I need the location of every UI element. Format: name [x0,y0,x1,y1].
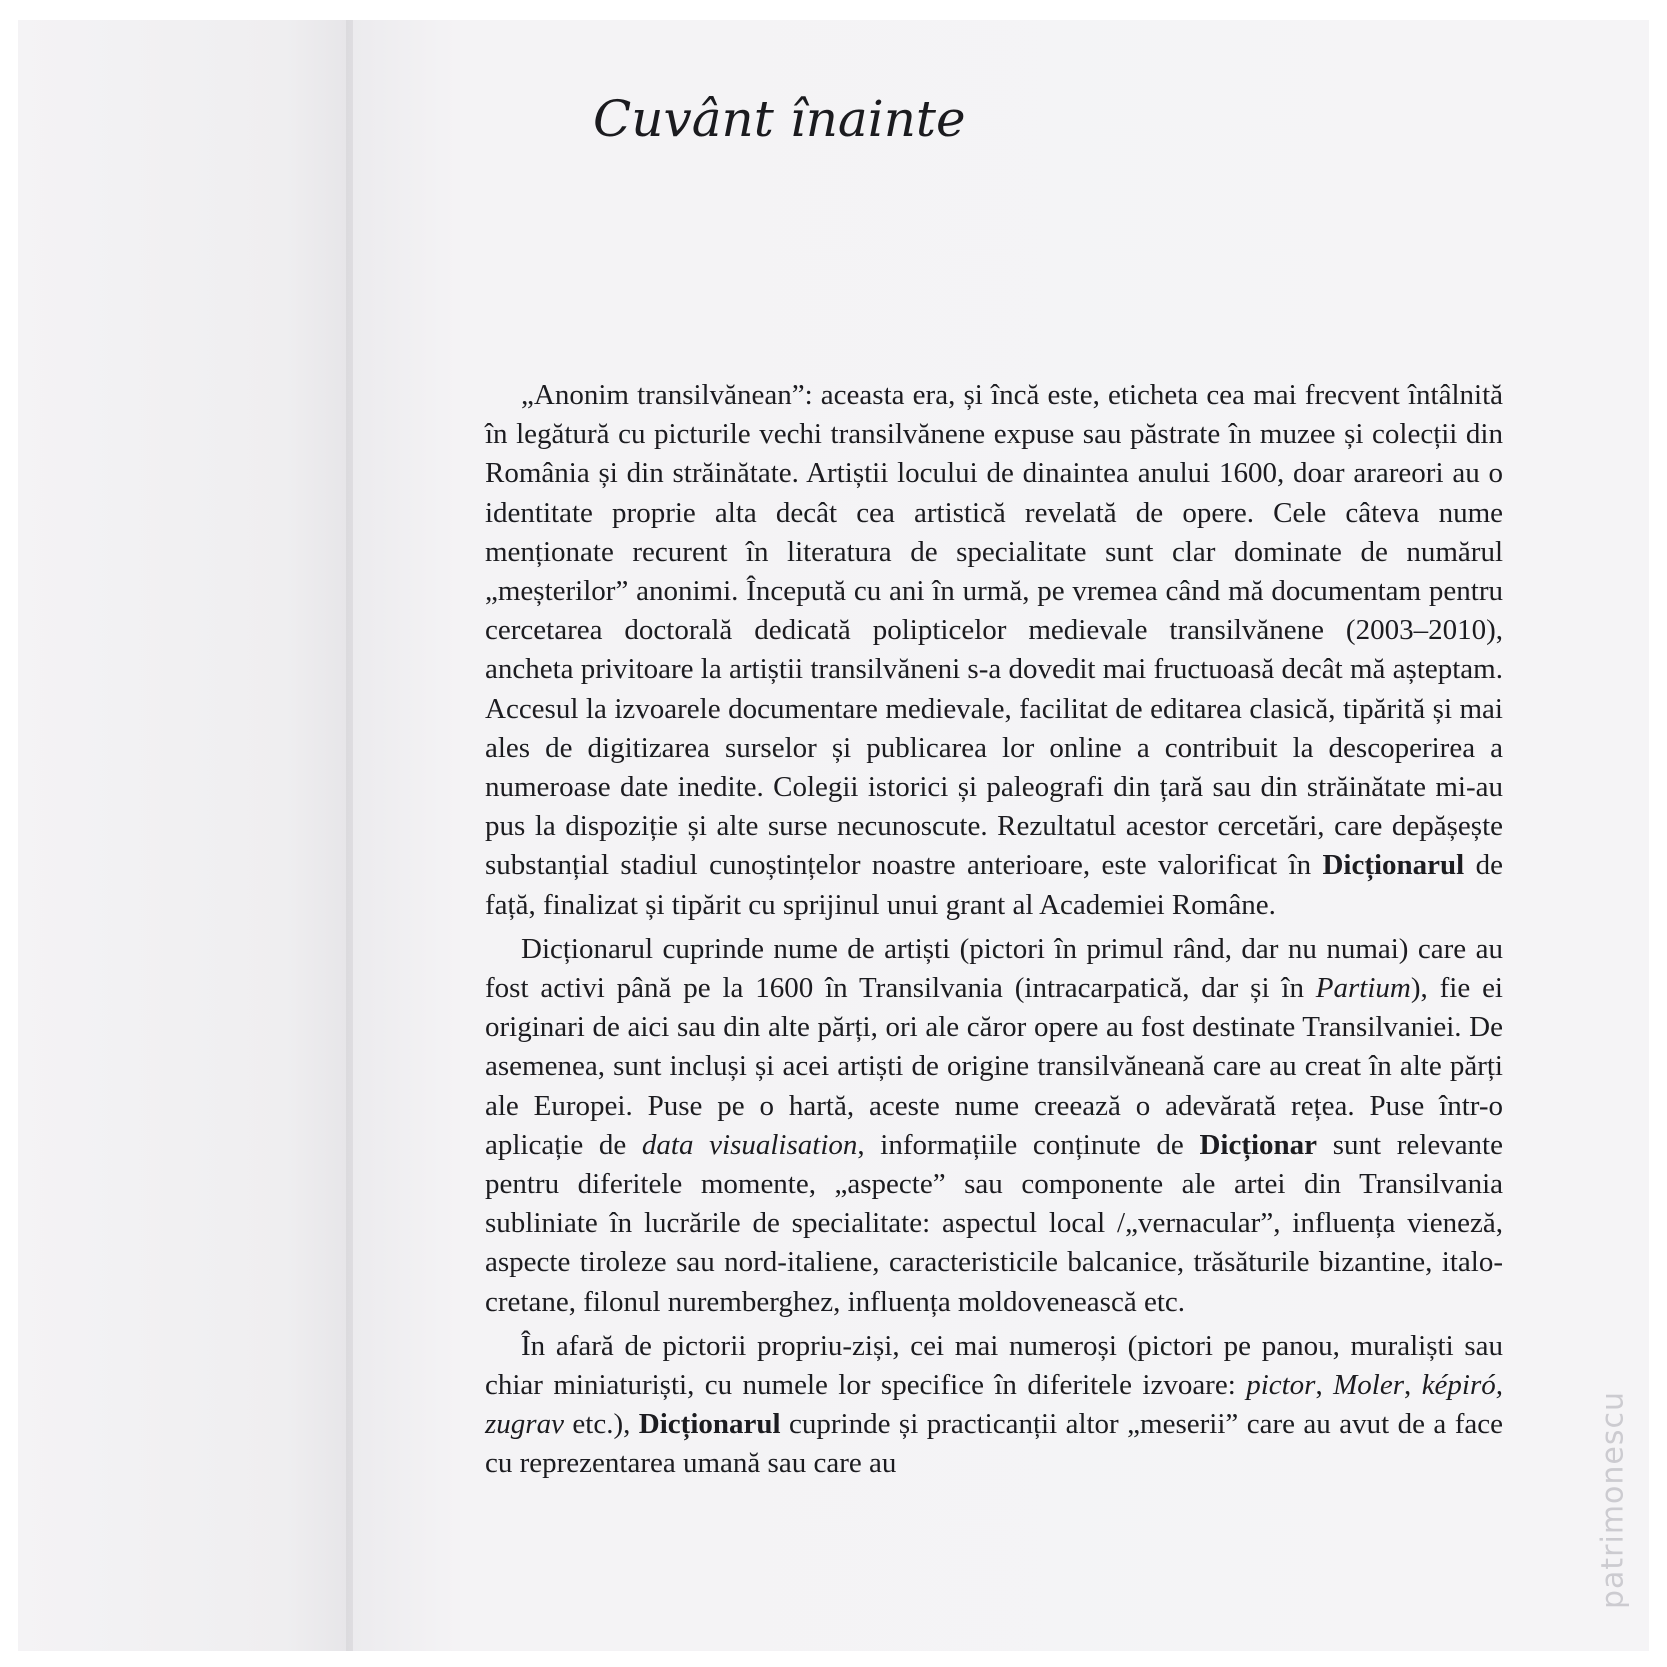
text-run: , [1404,1369,1422,1402]
bold-term: Dicționarul [1322,849,1465,882]
italic-term: data visualisation [641,1128,858,1161]
italic-term: Moler [1333,1369,1405,1402]
italic-term: képiró, [1421,1369,1504,1402]
text-run: cuprinde și practicanții altor „meserii” care au avut de a face cu reprezentarea umană sau care au [485,1408,1503,1480]
paragraph [485,376,1503,925]
text-run: etc.), [563,1408,639,1441]
text-run: „Anonim transilvănean”: aceasta era, și încă este, eticheta cea mai frecvent întâlnită în legătură cu picturile vechi transilvănene expuse sau păstrate în muzee și colecții din România și din străinătate. Artiștii locului de dinaintea anului 1600, doar arareori au o identitate proprie alta decât cea artistică revelată de opere. Cele câteva nume menționate recurent în literatura de specialitate sunt clar dominate de numărul „meșterilor” anonimi. Începută cu ani în urmă, pe vremea când mă documentam pentru cercetarea doctorală dedicată polipticelor medievale transilvănene (2003–2010), ancheta privitoare la artiștii transilvăneni s-a dovedit mai fructuoasă decât mă așteptam. Accesul la izvoarele documentare medievale, facilitat de editarea clasică, tipărită și mai ales de digitizarea surselor și publicarea lor online a contribuit la descoperirea a numeroase date inedite. Colegii istorici și paleografi din țară sau din străinătate mi-au pus la dispoziție și alte surse necunoscute. Rezultatul acestor cercetări, care depășește substanțial stadiul cunoștințelor noastre anterioare, este valorificat în [485,379,1503,882]
text-run: , [1315,1369,1334,1402]
text-run: , informațiile conținute de [857,1128,1200,1161]
italic-term: pictor [1246,1369,1316,1402]
bold-term: Dicționar [1199,1128,1318,1161]
italic-term: Partium [1315,972,1411,1005]
photo-frame [18,20,1649,1651]
text-run: de față, finalizat și tipărit cu sprijinul unui grant al Academiei Române. [485,849,1503,921]
watermark [1583,1350,1643,1650]
italic-term: zugrav [485,1408,564,1441]
paragraph [485,930,1503,1322]
paragraph [485,1327,1503,1484]
text-run: ), fie ei originari de aici sau din alte părți, ori ale căror opere au fost destinate Transilvaniei. De asemenea, sunt incluși și acei artiști de origine transilvăneană care au creat în alte părți ale Europei. Puse pe o hartă, aceste nume creează o adevărată rețea. Puse într-o aplicație de [485,972,1503,1161]
right-page [353,20,1649,1651]
text-run: sunt relevante pentru diferitele momente, „aspecte” sau componente ale artei din Transilvania subliniate în lucrările de specialitate: aspectul local /„vernacular”, influența vieneză, aspecte tiroleze sau nord-italiene, caracteristicile balcanice, trăsăturile bizantine, italo-cretane, filonul nuremberghez, influența moldovenească etc. [485,1128,1503,1318]
text-run: În afară de pictorii propriu-ziși, cei mai numeroși (pictori pe panou, muraliști sau chiar miniaturiști, cu numele lor specifice în diferitele izvoare: [485,1329,1503,1402]
page-title: Cuvânt înainte [593,90,966,148]
watermark-text: patrimonescu [1595,1390,1631,1610]
text-run: Dicționarul cuprinde nume de artiști (pictori în primul rând, dar nu numai) care au fost activi până pe la 1600 în Transilvania (intracarpatică, dar și în [485,932,1503,1005]
body-text [485,376,1503,1489]
bold-term: Dicționarul [638,1408,781,1441]
left-page [18,20,353,1651]
